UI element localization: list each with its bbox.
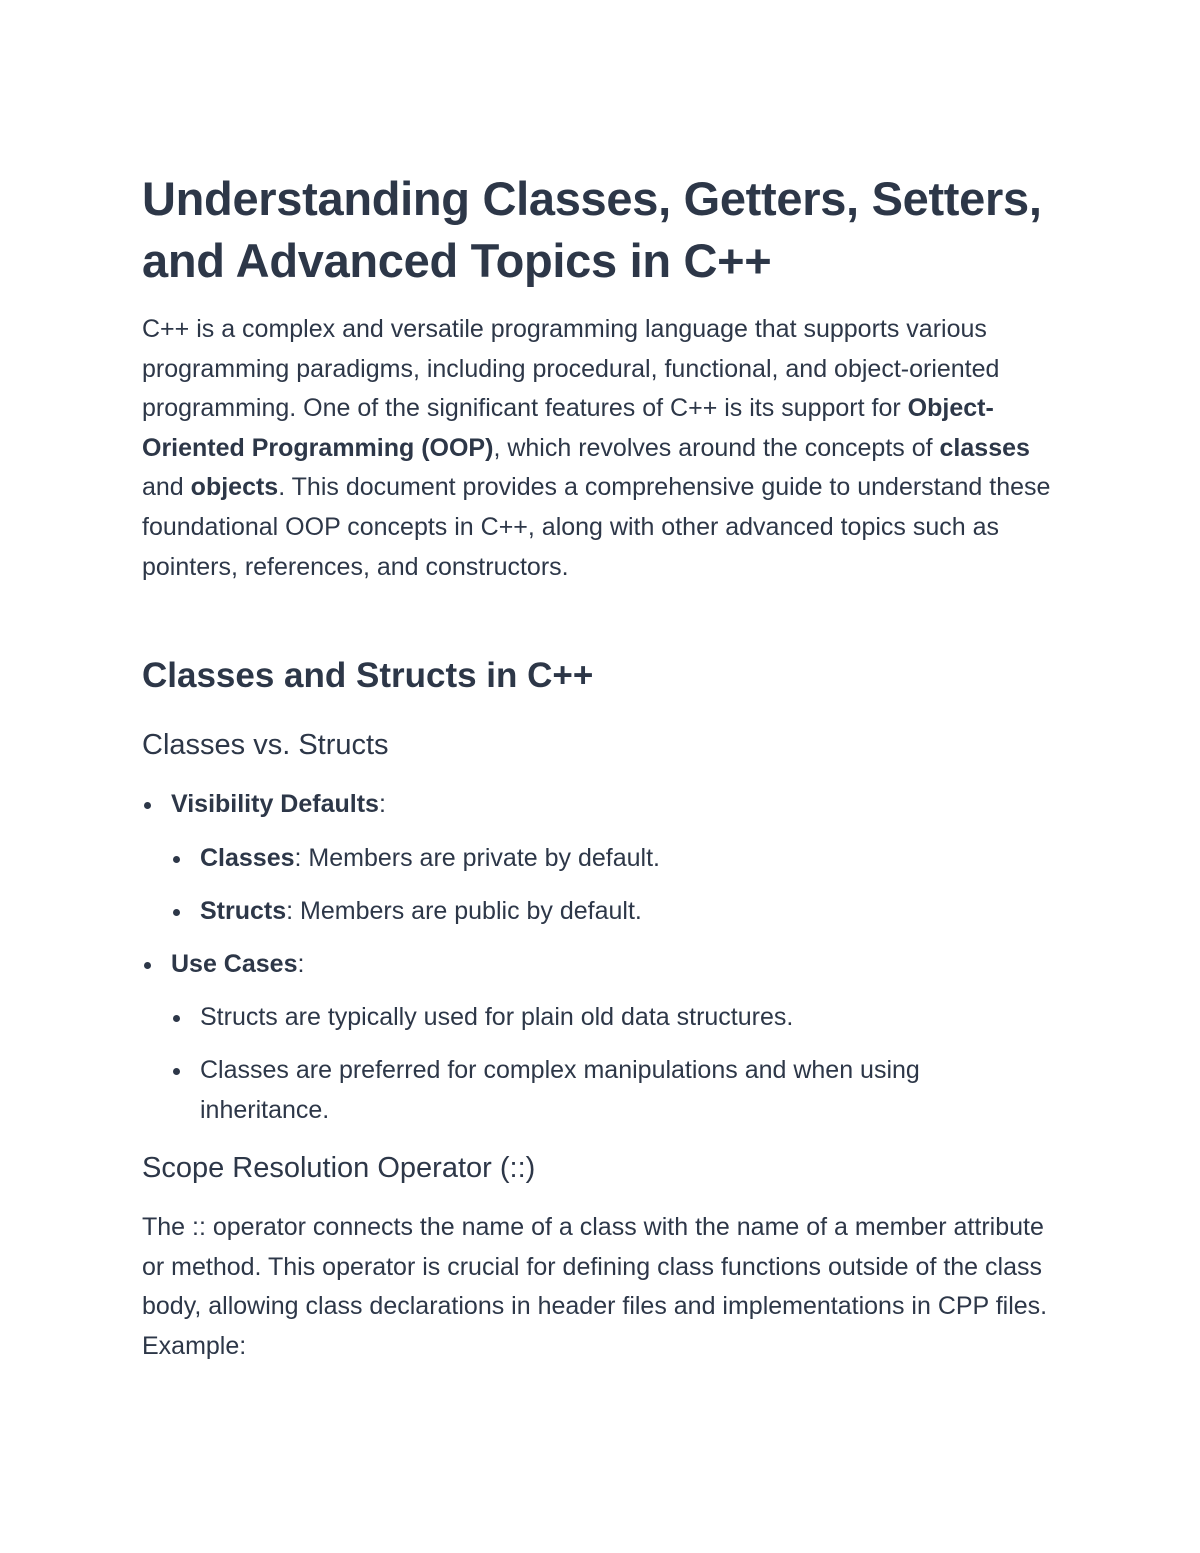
page-title: Understanding Classes, Getters, Setters, and Advanced Topics in C++ xyxy=(142,172,1042,287)
classes-label: Classes xyxy=(200,844,295,872)
intro-text-2: , which revolves around the concepts of xyxy=(493,433,940,462)
intro-bold-classes: classes xyxy=(939,433,1030,462)
bullet-icon xyxy=(173,1068,180,1075)
list-item-classes-usage xyxy=(200,1051,1030,1130)
intro-paragraph xyxy=(142,310,1062,587)
structs-text: : Members are public by default. xyxy=(286,897,642,925)
list-item-visibility-defaults xyxy=(171,785,386,825)
use-cases-colon: : xyxy=(297,950,305,978)
intro-text-1: C++ is a complex and versatile programming language that supports various programming paradigms, including procedural, functional, and object-oriented programming. One of the significant features of C++ is its support for xyxy=(142,315,1000,423)
scope-resolution-paragraph: The :: operator connects the name of a class with the name of a member attribute or method. This operator is crucial for defining class functions outside of the class body, allowing class declarations in header files and implementations in CPP files. Example: xyxy=(142,1213,1048,1360)
visibility-label: Visibility Defaults xyxy=(171,790,379,818)
subheading-classes-vs-structs: Classes vs. Structs xyxy=(142,729,389,761)
bullet-icon xyxy=(173,909,180,916)
use-cases-label: Use Cases xyxy=(171,950,298,978)
intro-text-3: and xyxy=(142,473,191,502)
list-item-structs-public xyxy=(200,892,1030,932)
bullet-icon xyxy=(173,856,180,863)
intro-bold-objects: objects xyxy=(190,473,279,502)
intro-bold-oop: Object-Oriented Programming (OOP) xyxy=(142,394,994,462)
structs-usage-text: Structs are typically used for plain old data structures. xyxy=(200,1003,794,1031)
section-heading-classes-structs: Classes and Structs in C++ xyxy=(142,656,594,695)
classes-text: : Members are private by default. xyxy=(294,844,660,872)
list-item-use-cases xyxy=(171,945,304,985)
bullet-icon xyxy=(144,802,151,809)
structs-label: Structs xyxy=(200,897,287,925)
intro-text-4: . This document provides a comprehensive guide to understand these foundational OOP concepts in C++, along with other advanced topics such as pointers, references, and constructors. xyxy=(142,473,1051,581)
classes-usage-text: Classes are preferred for complex manipulations and when using inheritance. xyxy=(200,1056,920,1124)
list-item-classes-private xyxy=(200,839,1030,879)
list-item-structs-usage xyxy=(200,998,1030,1038)
bullet-icon xyxy=(173,1015,180,1022)
subheading-scope-resolution: Scope Resolution Operator (::) xyxy=(142,1152,536,1184)
bullet-icon xyxy=(144,962,151,969)
visibility-colon: : xyxy=(378,790,386,818)
